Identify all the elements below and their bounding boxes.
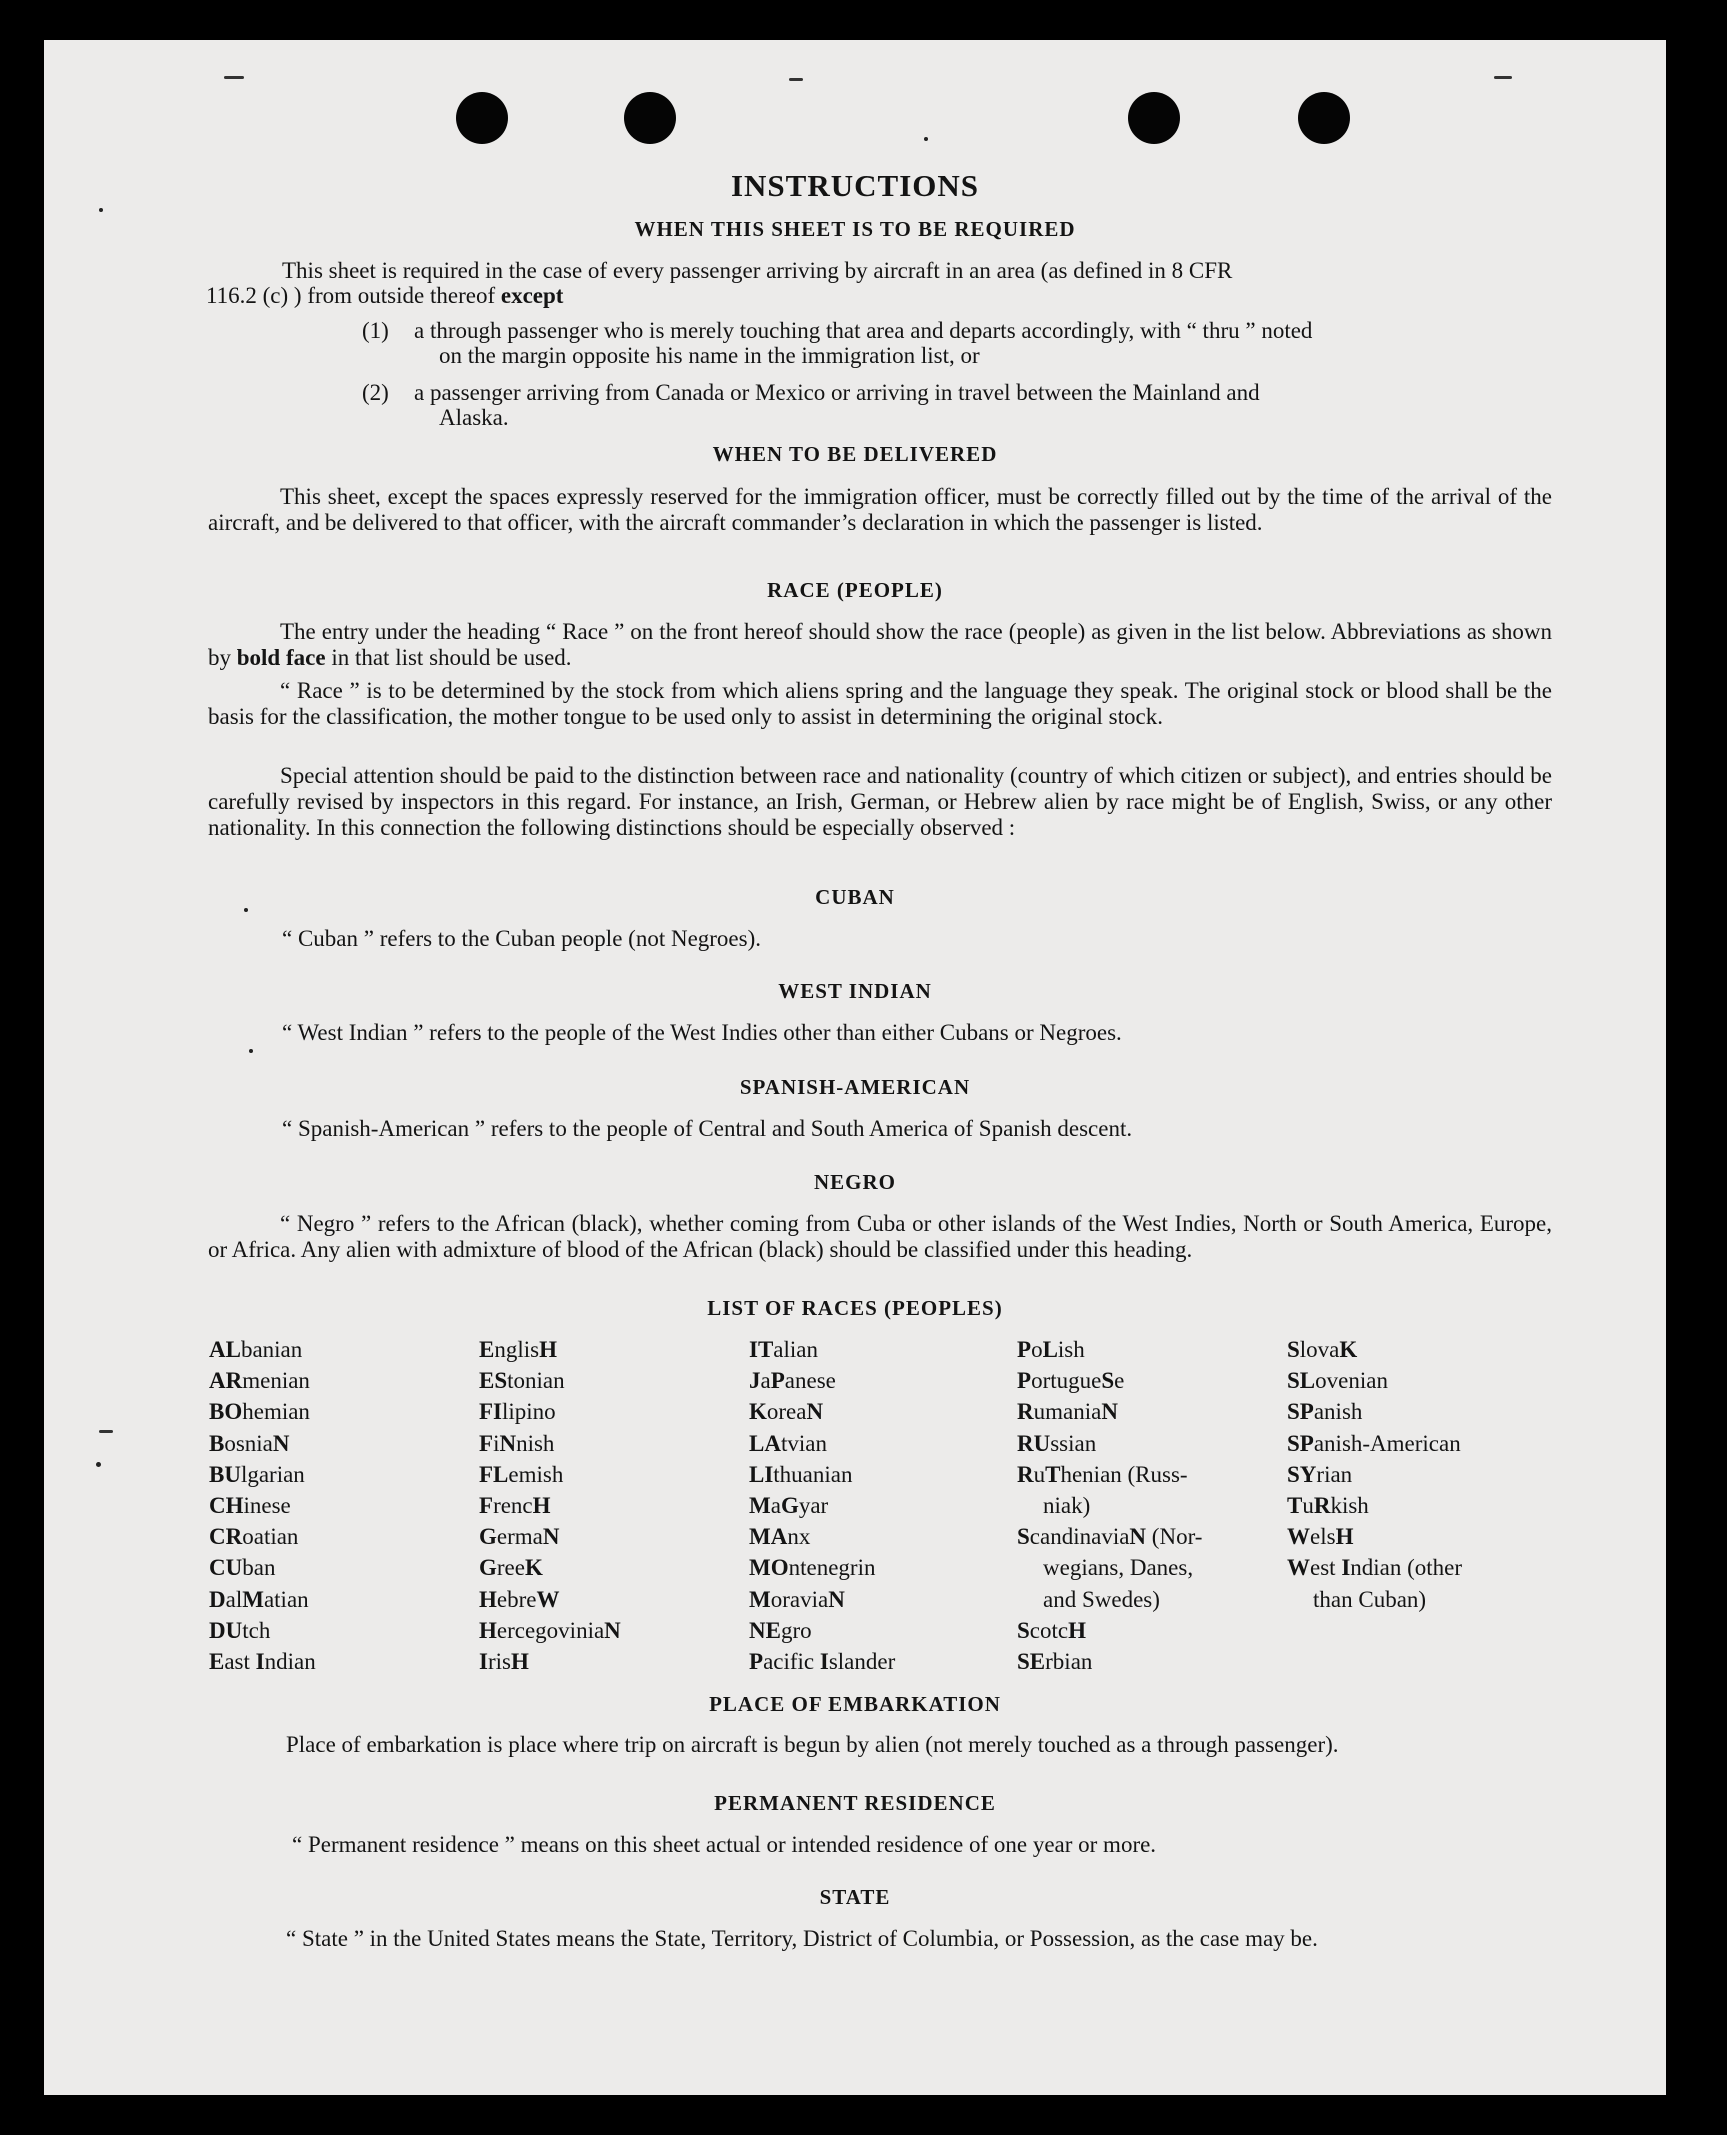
race-name-part: and Swedes) (1043, 1586, 1160, 1612)
race-entry (479, 1584, 749, 1615)
race-entry (479, 1334, 749, 1365)
race-abbreviation: B (209, 1430, 225, 1456)
race-entry (1287, 1552, 1557, 1583)
race-abbreviation: J (749, 1368, 761, 1394)
race-abbreviation: MA (749, 1524, 788, 1550)
race-abbreviation: H (510, 1649, 529, 1675)
race-name-part: ntenegrin (788, 1555, 876, 1581)
race-paragraph-1 (208, 619, 1552, 671)
required-except: except (500, 283, 564, 308)
race-abbreviation: H (539, 1337, 557, 1362)
race-abbreviation: E (209, 1649, 225, 1675)
race-abbreviation: G (780, 1493, 799, 1519)
race-entry (1287, 1428, 1557, 1459)
race-entry (749, 1521, 1019, 1552)
race-abbreviation: M (749, 1586, 771, 1612)
race-entry (479, 1396, 749, 1427)
race-abbreviation: BU (209, 1461, 241, 1487)
race-abbreviation: N (499, 1430, 517, 1456)
race-abbreviation: K (524, 1555, 543, 1581)
race-name-part: orea (766, 1399, 807, 1425)
race-abbreviation: MO (749, 1555, 789, 1581)
race-entry (209, 1334, 479, 1365)
race-entry (1017, 1615, 1287, 1646)
race-name-part: ban (242, 1555, 276, 1581)
race-paragraph-3 (208, 763, 1552, 841)
race-entry (749, 1615, 1019, 1646)
race-abbreviation: DU (209, 1617, 243, 1643)
race-column (1287, 1334, 1557, 1615)
race-abbreviation: N (1129, 1524, 1147, 1550)
race-entry (749, 1584, 1019, 1615)
race-abbreviation: S (1287, 1337, 1300, 1362)
race-abbreviation: P (1017, 1337, 1032, 1362)
scan-mark (924, 137, 928, 141)
section-heading-spanish-american: SPANISH-AMERICAN (739, 1075, 971, 1099)
negro-text-content: “ Negro ” refers to the African (black), whether coming from Cuba or other islands of the West Indies, North or South America, Europe, or Africa. Any alien with admixture of blood of the African (black) should be classified under this heading. (208, 1211, 1552, 1262)
section-heading-race: RACE (PEOPLE) (767, 578, 943, 602)
race-abbreviation: I (1341, 1555, 1351, 1581)
race-entry (209, 1365, 479, 1396)
punch-hole (1128, 92, 1180, 144)
race-abbreviation: K (749, 1399, 767, 1425)
race-entry (1017, 1459, 1287, 1490)
race-name-part: ish (1057, 1337, 1085, 1362)
race-entry (1287, 1396, 1557, 1427)
race-abbreviation: R (1313, 1493, 1331, 1519)
race-entry (209, 1646, 479, 1677)
section-heading-races-list: LIST OF RACES (PEOPLES) (707, 1296, 1003, 1320)
race-name-part: acific (763, 1649, 820, 1675)
race-abbreviation: G (479, 1555, 497, 1581)
required-intro-text-a: This sheet is required in the case of every passenger arriving by aircraft in an area (as defined in 8 CFR (282, 258, 1233, 283)
scan-mark (224, 76, 244, 79)
race-name-part: nx (787, 1524, 811, 1550)
west-indian-text: “ West Indian ” refers to the people of the West Indies other than either Cubans or Negroes. (282, 1020, 1122, 1045)
delivered-text-content: This sheet, except the spaces expressly reserved for the immigration officer, must be correctly filled out by the time of the arrival of the aircraft, and be delivered to that officer, with the aircraft commander’s declaration in which the passenger is listed. (208, 484, 1552, 535)
residence-text: “ Permanent residence ” means on this sheet actual or intended residence of one year or more. (292, 1832, 1157, 1857)
race-abbreviation: FL (479, 1461, 509, 1487)
race-entry (1017, 1490, 1287, 1521)
race-name-part: els (1310, 1524, 1336, 1550)
race-abbreviation: N (542, 1524, 560, 1550)
race-abbreviation: P (1017, 1368, 1032, 1394)
race-name-part: anish (1313, 1399, 1363, 1425)
race-name-part: lipino (502, 1399, 556, 1425)
race-name-part: lova (1299, 1337, 1340, 1362)
race-entry (1017, 1552, 1287, 1583)
race-name-part: banian (240, 1337, 303, 1362)
race-abbreviation: N (604, 1617, 621, 1643)
section-heading-west-indian: WEST INDIAN (778, 979, 932, 1003)
required-item-2-num: (2) (362, 380, 389, 405)
race-name-part: tonian (507, 1368, 565, 1394)
race-abbreviation: S (1017, 1524, 1030, 1550)
race-name-part: ndian (264, 1649, 316, 1675)
race-abbreviation: T (1287, 1493, 1303, 1519)
race-abbreviation: R (1017, 1399, 1034, 1425)
race-name-part: gro (780, 1617, 812, 1643)
race-name-part: candinavia (1029, 1524, 1130, 1550)
race-name-part: kish (1330, 1493, 1369, 1519)
race-abbreviation: F (479, 1430, 494, 1456)
race-entry (749, 1334, 1019, 1365)
race-abbreviation: R (1017, 1461, 1034, 1487)
section-heading-state: STATE (819, 1885, 891, 1909)
race-abbreviation: N (1101, 1399, 1118, 1425)
race-name-part: anese (784, 1368, 836, 1394)
race-abbreviation: SY (1287, 1461, 1317, 1487)
race-entry (1017, 1396, 1287, 1427)
scan-mark (789, 78, 803, 81)
required-item-1-line1: a through passenger who is merely touching that area and departs accordingly, with “ thru ” noted (414, 318, 1313, 343)
race-abbreviation: AR (209, 1368, 243, 1394)
race-abbreviation: ES (479, 1368, 508, 1394)
embarkation-text (214, 1732, 1556, 1758)
embarkation-text-content: Place of embarkation is place where trip on aircraft is begun by alien (not merely touched as a through passenger). (286, 1732, 1339, 1757)
race-name-part: henian (Russ- (1060, 1461, 1188, 1487)
race-abbreviation: H (1335, 1524, 1354, 1550)
race-name-part: nglis (494, 1337, 540, 1362)
race-abbreviation: L (1042, 1337, 1058, 1362)
scan-mark (249, 1049, 253, 1053)
race-abbreviation: SE (1017, 1649, 1046, 1675)
cuban-text: “ Cuban ” refers to the Cuban people (not Negroes). (282, 926, 762, 951)
race-abbreviation: FI (479, 1399, 502, 1425)
scan-mark (1494, 76, 1512, 79)
race-p2-text: “ Race ” is to be determined by the stock from which aliens spring and the language they speak. The original stock or blood shall be the basis for the classification, the mother tongue to be used only to assist in determining the original stock. (208, 678, 1552, 729)
race-name-part: ercegovinia (496, 1617, 605, 1643)
race-abbreviation: SP (1287, 1430, 1314, 1456)
race-abbreviation: T (1045, 1461, 1061, 1487)
race-entry (749, 1552, 1019, 1583)
race-entry (479, 1490, 749, 1521)
race-name-part: lgarian (240, 1461, 305, 1487)
race-name-part: yar (798, 1493, 829, 1519)
race-abbreviation: S (1101, 1368, 1115, 1394)
race-name-part: renc (493, 1493, 533, 1519)
race-entry (1017, 1646, 1287, 1677)
race-name-part: o (1031, 1337, 1043, 1362)
race-entry (479, 1646, 749, 1677)
race-name-part: ebre (496, 1586, 537, 1612)
race-abbreviation: CH (209, 1493, 244, 1519)
race-name-part: erma (496, 1524, 543, 1550)
race-abbreviation: M (749, 1493, 771, 1519)
race-name-part: tch (242, 1617, 271, 1643)
race-name-part: umania (1033, 1399, 1102, 1425)
race-abbreviation: N (272, 1430, 290, 1456)
race-abbreviation: SP (1287, 1399, 1314, 1425)
state-text-content: “ State ” in the United States means the State, Territory, District of Columbia, or Possession, as the case may be. (286, 1926, 1318, 1951)
race-abbreviation: H (479, 1617, 497, 1643)
race-name-part: ssian (1050, 1430, 1097, 1456)
race-name-part: atian (263, 1586, 309, 1612)
race-abbreviation: SL (1287, 1368, 1316, 1394)
race-abbreviation: CU (209, 1555, 243, 1581)
race-name-part: est (1310, 1555, 1342, 1581)
spanish-american-text: “ Spanish-American ” refers to the people of Central and South America of Spanish descent. (282, 1116, 1133, 1141)
race-p1-text-a: The entry under the heading “ Race ” on the front hereof should show the race (people) as given in the list below. Abbreviations as shown by (208, 619, 1552, 670)
race-entry (479, 1521, 749, 1552)
race-abbreviation: W (1287, 1524, 1310, 1550)
race-entry (209, 1521, 479, 1552)
race-name-part: (Nor- (1146, 1524, 1203, 1550)
race-entry (1287, 1365, 1557, 1396)
race-entry (209, 1396, 479, 1427)
race-entry (209, 1490, 479, 1521)
race-p1-text-b: in that list should be used. (331, 645, 572, 670)
race-entry (1287, 1334, 1557, 1365)
race-name-part: oatian (242, 1524, 299, 1550)
punch-hole (1298, 92, 1350, 144)
scan-mark (99, 208, 103, 212)
required-item-1-line2: on the margin opposite his name in the immigration list, or (439, 343, 980, 368)
race-name-part: alian (773, 1337, 818, 1362)
race-entry (749, 1365, 1019, 1396)
race-abbreviation: G (479, 1524, 497, 1550)
race-name-part: rbian (1045, 1649, 1093, 1675)
race-abbreviation: D (209, 1586, 226, 1612)
race-bold-face: bold face (236, 645, 326, 670)
race-name-part: ast (224, 1649, 256, 1675)
race-abbreviation: P (749, 1649, 764, 1675)
delivered-text (208, 484, 1552, 536)
race-entry (209, 1584, 479, 1615)
race-abbreviation: LA (749, 1430, 781, 1456)
race-entry (1017, 1521, 1287, 1552)
race-entry (479, 1459, 749, 1490)
race-entry (479, 1552, 749, 1583)
race-name-part: al (225, 1586, 243, 1612)
race-entry (749, 1459, 1019, 1490)
race-abbreviation: H (479, 1586, 497, 1612)
race-name-part: ree (496, 1555, 525, 1581)
races-list (209, 1334, 1569, 1674)
race-column (1017, 1334, 1287, 1677)
page-title: INSTRUCTIONS (730, 168, 979, 203)
race-abbreviation: H (532, 1493, 551, 1519)
race-entry (749, 1646, 1019, 1677)
race-name-part: wegians, Danes, (1043, 1555, 1194, 1581)
race-name-part: rian (1316, 1461, 1353, 1487)
required-intro-line1 (282, 258, 1552, 284)
race-abbreviation: IT (749, 1337, 774, 1362)
race-entry (209, 1428, 479, 1459)
race-entry (479, 1365, 749, 1396)
race-entry (209, 1459, 479, 1490)
race-column (479, 1334, 749, 1677)
race-abbreviation: P (770, 1368, 785, 1394)
race-abbreviation: N (828, 1586, 845, 1612)
race-name-part: a (770, 1493, 781, 1519)
scan-mark (99, 1430, 113, 1433)
race-entry (1287, 1490, 1557, 1521)
race-name-part: nish (516, 1430, 555, 1456)
race-entry (479, 1615, 749, 1646)
punch-hole (456, 92, 508, 144)
race-abbreviation: E (479, 1337, 495, 1362)
race-name-part: u (1033, 1461, 1046, 1487)
race-column (209, 1334, 479, 1677)
section-heading-residence: PERMANENT RESIDENCE (714, 1791, 996, 1815)
race-name-part: u (1302, 1493, 1314, 1519)
race-name-part: ris (487, 1649, 511, 1675)
race-abbreviation: I (255, 1649, 265, 1675)
race-entry (1017, 1334, 1287, 1365)
required-item-2-line2: Alaska. (439, 405, 509, 430)
race-name-part: than Cuban) (1313, 1586, 1427, 1612)
race-abbreviation: S (1017, 1617, 1030, 1643)
race-entry (1017, 1584, 1287, 1615)
race-name-part: cotc (1029, 1617, 1069, 1643)
race-entry (479, 1428, 749, 1459)
race-entry (209, 1552, 479, 1583)
race-entry (749, 1396, 1019, 1427)
race-abbreviation: H (1068, 1617, 1086, 1643)
race-name-part: thuanian (773, 1461, 853, 1487)
race-name-part: oravia (770, 1586, 829, 1612)
race-name-part: inese (243, 1493, 291, 1519)
race-abbreviation: N (806, 1399, 824, 1425)
race-abbreviation: W (536, 1586, 560, 1612)
race-name-part: hemian (242, 1399, 310, 1425)
race-p3-text: Special attention should be paid to the distinction between race and nationality (country of which citizen or subject), and entries should be carefully revised by inspectors in this regard. For instance, an Irish, German, or Hebrew alien by race might be of English, Swiss, or any other nationality. In this connection the following distinctions should be especially observed : (208, 763, 1552, 840)
race-name-part: a (760, 1368, 771, 1394)
required-item-2-line1: a passenger arriving from Canada or Mexico or arriving in travel between the Mainland and (414, 380, 1260, 405)
race-name-part: osnia (224, 1430, 273, 1456)
race-abbreviation: K (1339, 1337, 1358, 1362)
section-heading-embarkation: PLACE OF EMBARKATION (709, 1692, 1001, 1716)
race-abbreviation: RU (1017, 1430, 1051, 1456)
negro-text (208, 1211, 1552, 1263)
race-abbreviation: M (242, 1586, 264, 1612)
race-entry (1287, 1521, 1557, 1552)
required-intro-text-b: 116.2 (c) ) from outside thereof (206, 283, 496, 308)
punch-hole (624, 92, 676, 144)
race-name-part: tvian (780, 1430, 827, 1456)
race-name-part: slander (828, 1649, 896, 1675)
race-abbreviation: BO (209, 1399, 243, 1425)
race-entry (1017, 1428, 1287, 1459)
race-abbreviation: F (479, 1493, 494, 1519)
instruction-sheet (44, 40, 1666, 2095)
race-entry (1287, 1584, 1557, 1615)
race-entry (749, 1490, 1019, 1521)
race-entry (749, 1428, 1019, 1459)
race-name-part: ortugue (1031, 1368, 1102, 1394)
race-name-part: ovenian (1315, 1368, 1388, 1394)
race-abbreviation: W (1287, 1555, 1310, 1581)
race-abbreviation: I (479, 1649, 488, 1675)
race-abbreviation: AL (209, 1337, 241, 1362)
section-heading-cuban: CUBAN (815, 885, 895, 909)
race-name-part: emish (508, 1461, 564, 1487)
section-heading-negro: NEGRO (813, 1170, 896, 1194)
race-abbreviation: NE (749, 1617, 781, 1643)
race-name-part: i (493, 1430, 500, 1456)
race-name-part: e (1114, 1368, 1125, 1394)
race-column (749, 1334, 1019, 1677)
race-name-part: anish-American (1313, 1430, 1461, 1456)
required-intro-line2 (206, 283, 1506, 309)
required-item-1-num: (1) (362, 318, 389, 343)
race-paragraph-2 (208, 678, 1552, 730)
race-name-part: niak) (1043, 1493, 1091, 1519)
race-abbreviation: LI (749, 1461, 774, 1487)
state-text (214, 1926, 1556, 1952)
race-abbreviation: CR (209, 1524, 243, 1550)
race-entry (1287, 1459, 1557, 1490)
race-name-part: ndian (other (1350, 1555, 1463, 1581)
section-heading-delivered: WHEN TO BE DELIVERED (712, 442, 998, 466)
section-heading-required: WHEN THIS SHEET IS TO BE REQUIRED (634, 217, 1076, 241)
race-abbreviation: I (819, 1649, 829, 1675)
race-entry (1017, 1365, 1287, 1396)
scan-mark (96, 1462, 101, 1467)
race-entry (209, 1615, 479, 1646)
race-name-part: menian (242, 1368, 310, 1394)
